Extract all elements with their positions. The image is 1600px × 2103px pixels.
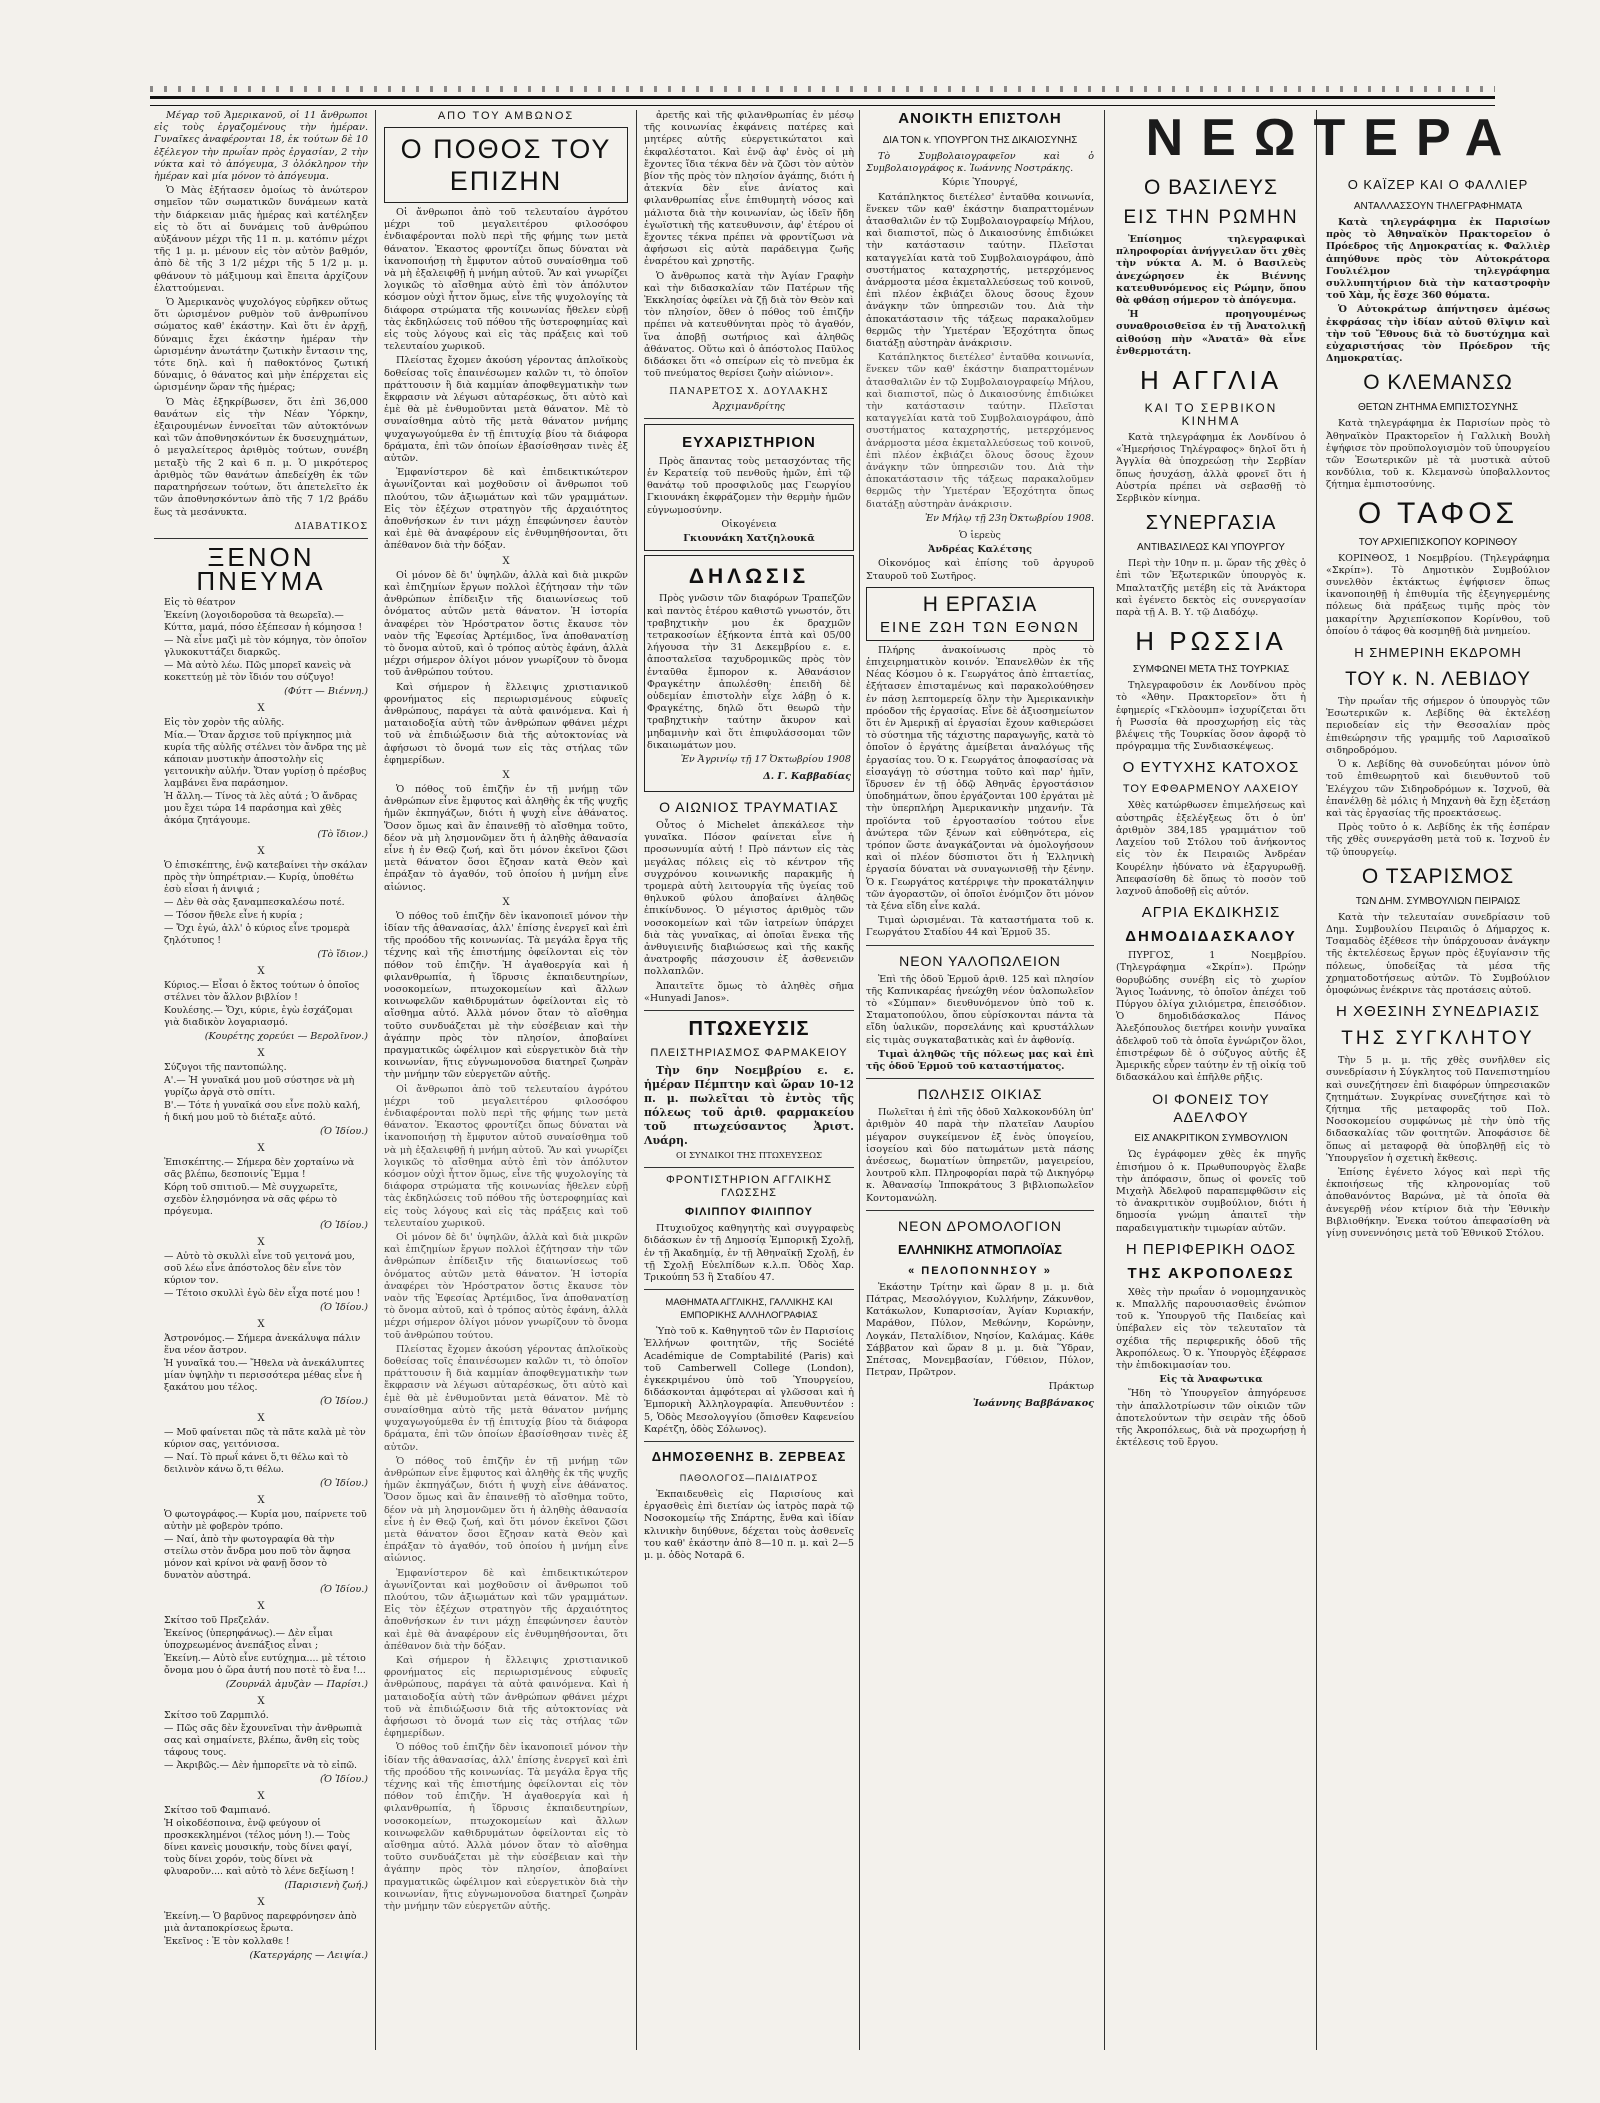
page-edge <box>150 86 1495 92</box>
article-paragraph: Ὁ πόθος τοῦ ἐπιζῆν δὲν ἱκανοποιεῖ μόνον τὴν ἰδίαν τῆς ἀθανασίας, ἀλλ' ἐπίσης ἐνεργεῖ καὶ ἐπὶ τῆς προόδου τῆς κοινωνίας. Τὰ μεγάλα ἔργα τῆς τέχνης καὶ τῆς ἐπιστήμης ὀφείλονται εἰς τὸν πόθον τοῦ ἐπιζῆν. Ἡ ἀγαθοεργία καὶ ἡ φιλανθρωπία, ἡ ἵδρυσις ἐκπαιδευτηρίων, νοσοκομείων, πτωχοκομείων καὶ ἄλλων κοινωφελῶν καθιδρυμάτων ὀφείλονται εἰς τὸ αἴσθημα αὐτό. Ἀλλὰ μόνον ὅταν τὸ αἴσθημα τοῦτο συνδυάζεται μὲ τὴν εὐσέβειαν καὶ τὴν ἀγάπην πρὸς τὸν πλησίον, ἀποβαίνει πραγματικῶς ὠφέλιμον καὶ εὐεργετικὸν διὰ τὴν κοινωνίαν, ἥτις εὐγνωμονοῦσα διατηρεῖ ζωηρὰν τὴν μνήμην τῶν εὐεργετῶν αὐτῆς. <box>384 910 628 1081</box>
article-paragraph: Τὸ Συμβολαιογραφεῖον καὶ ὁ Συμβολαιογράφος κ. Ἰωάννης Νοστράκης. <box>866 151 1094 175</box>
joke-source: (Κατεργάρης — Λειψία.) <box>249 1949 368 1961</box>
notice-date: Ἐν Ἀγρινίῳ τῇ 17 Ὀκτωβρίου 1908 <box>680 753 851 765</box>
article-headline: Η ΕΡΓΑΣΙΑ <box>922 592 1038 616</box>
joke-line: Εἰς τὸ θέατρον <box>164 596 236 608</box>
news-headline: Ο ΚΛΕΜΑΝΣΩ <box>1363 371 1513 395</box>
joke-source: (Παρισιενὴ ζωή.) <box>284 1879 368 1891</box>
news-subheadline: ΤΟΥ ΕΦΘΑΡΜΕΝΟΥ ΛΑΧΕΙΟΥ <box>1122 783 1300 796</box>
joke-source: (Ὁ Ἰδίου.) <box>320 1219 368 1231</box>
separator: X <box>502 896 510 908</box>
news-subheadline: ΘΕΤΩΝ ΖΗΤΗΜΑ ΕΜΠΙΣΤΟΣΥΝΗΣ <box>1357 402 1519 414</box>
separator: X <box>257 1695 265 1707</box>
news-subheadline: ΤΗΣ ΣΥΓΚΛΗΤΟΥ <box>1341 1028 1535 1050</box>
joke-line: Α'.— Ἡ γυναῖκά μου μοῦ σύστησε νὰ μὴ γυρίζω ἀργὰ στὸ σπίτι. <box>164 1074 355 1098</box>
joke-line: — Πῶς σᾶς δὲν ἔχουνεῖναι τὴν ἀνθρωπιὰ σας καὶ σημαίνετε, βλέπω, ἄνθη εἰς τοὺς τάφους τους. <box>164 1722 363 1758</box>
article-paragraph: Οἱ μόνον δὲ δι' ὑψηλῶν, ἀλλὰ καὶ διὰ μικρῶν καὶ ἐπιζημίων ἔργων πολλοὶ ἐζήτησαν τὴν τῶν ἀνθρώπων ἐπίδειξιν τῆς διαιωνίσεως τοῦ ὀνόματος αὐτῶν μετὰ θάνατον. Ἡ ἱστορία ἀναφέρει τὸν Ἡρόστρατον ὅστις ἔκαυσε τὸν ναὸν τῆς Ἐφεσίας Ἀρτέμιδος, ἵνα ἀποθανατίσῃ τὸ ὄνομα αὐτοῦ, καὶ ὁ τρόπος αὐτὸς ἐφάνη, ἀλλὰ μέχρι σήμερον ὀλίγοι μόνον γνωρίζουν τὸ ὄνομα τοῦ ἀνθρώπου τούτου. <box>384 569 628 679</box>
joke-line: Σύζυγοι τῆς παντοπώλης. <box>164 1061 287 1073</box>
separator: X <box>502 555 510 567</box>
ad-headline: ΠΩΛΗΣΙΣ ΟΙΚΙΑΣ <box>917 1086 1043 1103</box>
column-1 <box>150 110 372 2055</box>
article-paragraph: Καὶ σήμερον ἡ ἔλλειψις χριστιανικοῦ φρονήματος εἰς περιωρισμένους εὐφυεῖς ἀνθρώπους, παράγει τὰ αὐτὰ φαινόμενα. Καὶ ἡ ματαιοδοξία αὐτὴ τῶν ἀνθρώπων φθάνει μέχρι τοῦ νὰ ἐπιδιώξωσιν διὰ τῆς αὐτοκτονίας νὰ ἀφήσωσι τὸ ὄνομά των εἰς τὰς στήλας τῶν ἐφημερίδων. <box>384 1654 628 1740</box>
separator: X <box>257 1236 265 1248</box>
column-4 <box>862 110 1098 2055</box>
joke-line: Σκίτσο τοῦ Φαμπιανό. <box>164 1804 271 1816</box>
joke-line: Ἀστρονόμος.— Σήμερα ἀνεκάλυψα πάλιν ἕνα νέον ἄστρον. <box>164 1332 361 1356</box>
news-subheadline: ΕΙΣ ΤΗΝ ΡΩΜΗΝ <box>1123 207 1299 228</box>
news-subheadline: ΤΩΝ ΔΗΜ. ΣΥΜΒΟΥΛΙΩΝ ΠΕΙΡΑΙΩΣ <box>1355 895 1521 907</box>
article-paragraph: ἀρετῆς καὶ τῆς φιλανθρωπίας ἐν μέσῳ τῆς κοινωνίας ἐκφάνεις πατέρες καὶ μητέρες αὐτῆς εὐεργετικώτατοι καὶ ἐκφαλέστατοι. Καὶ ἐνῷ ἀφ' ἑνὸς οἱ μὴ ἔχοντες ἴδια τέκνα δὲν νὰ ζῶσι τὸν αὐτὸν βίον τῆς πρὸς τὸν πλησίον ἀγάπης, διότι ἡ ἀτεκνία δὲν εἶνε ἀνίατος καὶ φιλανθρωπίας εἶνε ἐπιθυμητὴ νόσος καὶ μάλιστα διὰ τὴν κοινωνίαν, ὡς ἰδεῖν ἤδη ἐγωϊστικὴ τῆς κατευθυνσιν, ἀφ' ἑτέρου οἱ ἔχοντες τέκνα πρέπει νὰ φροντίζωσι νὰ ἀφήσωσι εἰς αὐτὰ παράδειγμα ζωῆς ἐναρέτου καὶ χρηστῆς. <box>644 110 854 268</box>
divider <box>644 1010 854 1011</box>
article-signature: ΠΑΝΑΡΕΤΟΣ Χ. ΔΟΥΛΑΚΗΣ <box>669 386 829 398</box>
news-headline: Ο ΕΥΤΥΧΗΣ ΚΑΤΟΧΟΣ <box>1122 759 1300 777</box>
joke-source: (Ζουρνάλ ἀμυζὰν — Παρίσι.) <box>225 1678 368 1690</box>
joke-line: Ἐκείνη (λογοιδοροῦσα τὰ θεωρεῖα).— Κύττα, μαμά, πόσο ἐξέπεσαν ἡ κόμησσα ! <box>164 609 363 633</box>
article-paragraph: Οἱ μόνον δὲ δι' ὑψηλῶν, ἀλλὰ καὶ διὰ μικρῶν καὶ ἐπιζημίων ἔργων πολλοὶ ἐζήτησαν τὴν τῶν ἀνθρώπων ἐπίδειξιν τῆς διαιωνίσεως τοῦ ὀνόματος αὐτῶν μετὰ θάνατον. Ἡ ἱστορία ἀναφέρει τὸν Ἡρόστρατον ὅστις ἔκαυσε τὸν ναὸν τῆς Ἐφεσίας Ἀρτέμιδος, ἵνα ἀποθανατίσῃ τὸ ὄνομα αὐτοῦ, καὶ ὁ τρόπος αὐτὸς ἐφάνη, ἀλλὰ μέχρι σήμερον ὀλίγοι μόνον γνωρίζουν τὸ ὄνομα τοῦ ἀνθρώπου τούτου. <box>384 1232 628 1341</box>
joke-line: Β'.— Τότε ἡ γυναῖκά σου εἶνε πολὺ καλή, ἡ δική μου μοῦ τὸ διέταξε αὐτό. <box>164 1099 361 1123</box>
ad-headline: ΝΕΟΝ ΥΑΛΟΠΩΛΕΙΟΝ <box>899 952 1061 969</box>
article-headline: Ο ΑΙΩΝΙΟΣ ΤΡΑΥΜΑΤΙΑΣ <box>659 798 839 815</box>
joke-source: (Ὁ Ἰδίου.) <box>320 1583 368 1595</box>
notice-headline: ΔΗΛΩΣΙΣ <box>688 565 810 589</box>
joke-line: Ὁ φωτογράφος.— Κυρία μου, παίρνετε τοῦ αὐτὴν μὲ φοβερὸν τρόπο. <box>164 1508 367 1532</box>
joke-line: Μία.— Ὅταν ἄρχισε τοῦ πρίγκηπος μιὰ κυρία τῆς αὐλῆς στέλνει τὸν ἄνδρα της μὲ κάποιαν μυστικὴν ἀποστολὴν εἰς γειτονικὴν αὐλήν. Ὅταν γυρίσῃ ὁ πρέσβυς λαμβάνει ἕνα παράσημον. <box>164 729 367 789</box>
article-paragraph: Πλείστας ἔχομεν ἀκούση γέροντας ἀπλοϊκοὺς δοθείσας τοῖς ἐπαινέσωμεν καλῶν τι, τὸ ὁποῖον πράττουσιν ἢ διὰ καμμίαν ἀποφθεγματικὴν των ἔκφρασιν νὰ λέγωσι αὐταρέσκως, ὅτι αὐτὸ καὶ ἐμὲ θὰ μὲ ἐνθυμοῦνται μετὰ θάνατον. Μὲ τὸ συναίσθημα αὐτὸ τῆς μετὰ θάνατον μνήμης ψυχαγωγούμεθα ἐν τῇ ἐπιτυχίᾳ βίου τὰ διάφορα δράματα, ἐπὶ τῶν ὁποίων ἐβασίσθησαν τινὲς ἐξ αὐτῶν. <box>384 1343 628 1453</box>
ad-signature: Ἰωάννης Βαββάνακος <box>972 1398 1094 1410</box>
ad-text: Ἐπὶ τῆς ὁδοῦ Ἑρμοῦ ἀριθ. 125 καὶ πλησίον τῆς Καπνικαρέας ἠνεώχθη νέον ὑαλοπωλεῖον τὸ «Σύμπαν» διευθυνόμενον ὑπὸ τοῦ κ. Σταματοπούλου, ὅπου εὑρίσκονται πάντα τὰ εἴδη ὑαλικῶν, πορσελάνης καὶ κρυστάλλων εἰς τιμὰς συγκαταβατικὰς καὶ ἐν ἀφθονίᾳ. <box>866 973 1094 1046</box>
news-headline: ΑΓΡΙΑ ΕΚΔΙΚΗΣΙΣ <box>1141 904 1281 922</box>
news-paragraph: Ἐπίσημος τηλεγραφικαὶ πληροφορίαι ἀνήγγειλαν ὅτι χθὲς τὴν νύκτα Α. Μ. ὁ Βασιλεὺς ἀνεχώρησεν ἐκ Βιέννης κατευθυνόμενος εἰς Ρώμην, ὅπου θὰ φθάσῃ σήμερον τὸ ἀπόγευμα. <box>1116 234 1306 307</box>
separator: X <box>257 1142 265 1154</box>
news-paragraph: Χθὲς κατώρθωσεν ἐπιμελήσεως καὶ αὐστηρᾶς ἐξελέγξεως ὅτι ὁ ὑπ' ἀριθμὸν 384,185 γραμμάτιον τοῦ Λαχείου τοῦ Στόλου τοῦ ἀνήκοντος εἰς τὸν ἐκ Πειραιῶς Ἀνδρέαν Κουρέλην ἠδύνατο νὰ ἐξαργυρωθῇ. Ἀπεφασίσθη δὲ ὅπως τὸ ποσὸν τοῦ λαχνοῦ ἀποδοθῇ εἰς αὐτόν. <box>1116 800 1306 897</box>
joke-line: Ὁ ἐπισκέπτης, ἐνῷ κατεβαίνει τὴν σκάλαν πρὸς τὴν ὑπηρέτριαν.— Κυρίᾳ, ὑποθέτω ἐσὺ εἶσαι ἡ ἀνιψιά ; <box>164 859 368 895</box>
column-rule <box>1104 110 1105 2050</box>
divider <box>866 1078 1094 1079</box>
joke-line: — Δὲν θὰ σὰς ξαναμπεσκαλέσω ποτέ. <box>164 896 345 908</box>
salutation: Κύριε Ὑπουργέ, <box>942 177 1018 189</box>
news-subheadline: ΔΗΜΟΔΙΔΑΣΚΑΛΟΥ <box>1125 928 1297 946</box>
news-paragraph: Κατὰ τὴν τελευταίαν συνεδρίασιν τοῦ Δημ. Συμβουλίου Πειραιῶς ὁ Δήμαρχος κ. Τσαμαδὸς ἐξέθεσε τὴν ὑπάρχουσαν ἀνάγκην τῆς ἐκτελέσεως ἔργων πρὸς ἐξυγίανσιν τῆς πόλεως, ὑποδείξας τὰ μέσα τῆς χρηματοδοτήσεως αὐτῶν. Τὸ Συμβούλιον ὁμοφώνως ἐνέκρινε τὰς προτάσεις αὐτοῦ. <box>1326 911 1550 996</box>
joke-source: (Ὁ Ἰδίου.) <box>320 1125 368 1137</box>
news-paragraph: Χθὲς τὴν πρωΐαν ὁ νομομηχανικὸς κ. Μπαλλῆς παρουσιασθεὶς ἐνώπιον τοῦ κ. Ὑπουργοῦ τῆς Παιδείας καὶ ὑπέβαλεν εἰς τὸν τελευταῖον τὰ σχέδια τῆς περιφερικῆς ὁδοῦ τῆς Ἀκροπόλεως. Ὁ κ. Ὑπουργὸς ἐξέφρασε τὴν ἐπιδοκιμασίαν του. <box>1116 1286 1306 1371</box>
ad-text: Ὑπὸ τοῦ κ. Καθηγητοῦ τῶν ἐν Παρισίοις Ἑλλήνων φοιτητῶν, τῆς Société Académique de Comptabilité (Paris) καὶ τοῦ Camberwell College (London), ἐγκεκριμένου ὑπὸ τοῦ Ὑπουργείου, διδάσκονται ἀμφότεραι αἱ γλῶσσαι καὶ ἡ Ἐμπορικὴ Ἀλληλογραφία. Ἀπευθυντέον : 5, Ὁδὸς Μεσολογγίου (ὄπισθεν Καφενείου Καρέτζη, ὁδὸς Σόλωνος). <box>644 1326 854 1435</box>
article-paragraph: Οἱ ἄνθρωποι ἀπὸ τοῦ τελευταίου ἀγρότου μέχρι τοῦ μεγαλειτέρου φιλοσόφου ἐνδιαφέρονται πολὺ περὶ τῆς φήμης των μετὰ θάνατον. Ἐκαστος φροντίζει ὅπως δύναται νὰ ἱκανοποιήσῃ τὴ ἔμφυτον αὐτοῦ συναίσθημα τοῦ νὰ μὴ ἐξαλειφθῇ ἡ μνήμη αὐτοῦ. Ἂν καὶ γνωρίζει λογικῶς τὸ αἴσθημα αὐτὸ ἐπὶ τὸν ἀπόλυτον κόσμον οὐχὶ ἧττον ὅμως, εἶνε τῆς ψυχολογίης τὰ διάφορα στρώματα τῆς κοινωνίας ἤθελεν εὑρῇ τὰς ἐκδηλώσεις τοῦ πόθου τῆς ὑστεροφημίας καὶ εἰς τοὺς λόγους καὶ εἰς τὰς πράξεις καὶ τοῦ τελευταίου χωρικοῦ. <box>384 1083 628 1229</box>
column-2 <box>380 110 632 2055</box>
joke-line: Κύριος.— Εἶσαι ὁ ἔκτος τούτων ὁ ὁποῖος στέλνει τὸν ἄλλον βιβλίον ! <box>164 979 360 1003</box>
article-paragraph: Μέγαρ τοῦ Ἀμερικανοῦ, οἱ 11 ἄνθρωποι εἰς τοὺς ἐργαζομένους τὴν ἡμέραν. Γυναῖκες ἀναφέρονται 18, ἐκ τούτων δὲ 10 ἐξέλεγον τὴν πρωΐαν πρὸς ἐργασίαν, 2 τὴν νύκτα καὶ τὸ ἀπόγευμα, 3 ὁλόκληρον τὴν ἡμέραν καὶ μία μόνον τὸ ἀπόγευμα. <box>154 110 368 183</box>
joke-source: (Ὁ Ἰδίου.) <box>320 1301 368 1313</box>
joke-line: Σκίτσο τοῦ Πρεζελάν. <box>164 1614 270 1626</box>
separator: X <box>257 1600 265 1612</box>
headline-box <box>384 127 628 203</box>
article-subheadline: ΔΙΑ ΤΟΝ κ. ΥΠΟΥΡΓΟΝ ΤΗΣ ΔΙΚΑΙΟΣΥΝΗΣ <box>882 135 1078 146</box>
article-paragraph: Ἐμφανίστερον δὲ καὶ ἐπιδεικτικώτερον ἀγωνίζονται καὶ μοχθοῦσιν οἱ ἄνθρωποι τοῦ πλούτου, τῶν ἀξιωμάτων καὶ τῶν γραμμάτων. Εἰς τὸν ἐξέχων στρατηγὸν τῆς ἀρχαιότητος ἀποθνήσκων ἐν τινι μάχῃ ἐπεφώνησεν ἑαυτὸν καὶ ἐμὲ θὰ ἀναφέρουν εἰς ἐνθυμηθήσονται, ὅτι ἀπέθανον διὰ τὴν δόξαν. <box>384 1567 628 1652</box>
ad-headline: ΠΤΩΧΕΥΣΙΣ <box>688 1017 810 1040</box>
article-subheadline: ΕΙΝΕ ΖΩΗ ΤΩΝ ΕΘΝΩΝ <box>880 618 1080 636</box>
news-headline: Η ΣΗΜΕΡΙΝΗ ΕΚΔΡΟΜΗ <box>1354 645 1522 661</box>
column-rule <box>859 110 860 2050</box>
ad-headline: ΦΡΟΝΤΙΣΤΗΡΙΟΝ ΑΓΓΛΙΚΗΣ ΓΛΩΣΣΗΣ <box>665 1174 833 1200</box>
ad-subheadline: ΠΑΘΟΛΟΓΟΣ—ΠΑΙΔΙΑΤΡΟΣ <box>679 1473 819 1484</box>
joke-source: (Κουρέτης χορεύει — Βερολῖνον.) <box>204 1030 368 1042</box>
joke-source: (Τὸ ἴδιον.) <box>317 828 368 840</box>
article-paragraph: Οἱ ἄνθρωποι ἀπὸ τοῦ τελευταίου ἀγρότου μέχρι τοῦ μεγαλειτέρου φιλοσόφου ἐνδιαφέρονται πολὺ περὶ τῆς φήμης των μετὰ θάνατον. Ἐκαστος φροντίζει ὅπως δύναται νὰ ἱκανοποιήσῃ τὴ ἔμφυτον αὐτοῦ συναίσθημα τοῦ νὰ μὴ ἐξαλειφθῇ ἡ μνήμη αὐτοῦ. Ἂν καὶ γνωρίζει λογικῶς τὸ αἴσθημα αὐτὸ ἐπὶ τὸν ἀπόλυτον κόσμον οὐχὶ ἧττον ὅμως, εἶνε τῆς ψυχολογίης τὰ διάφορα στρώματα τῆς κοινωνίας ἤθελεν εὑρῇ τὰς ἐκδηλώσεις τοῦ πόθου τῆς ὑστεροφημίας καὶ εἰς τοὺς λόγους καὶ εἰς τὰς πράξεις καὶ τοῦ τελευταίου χωρικοῦ. <box>384 207 628 353</box>
ad-subheadline: ΦΙΛΙΠΠΟΥ ΦΙΛΙΠΠΟΥ <box>685 1206 813 1219</box>
separator: X <box>257 1896 265 1908</box>
article-paragraph: Καὶ σήμερον ἡ ἔλλειψις χριστιανικοῦ φρονήματος εἰς περιωρισμένους εὐφυεῖς ἀνθρώπους, παράγει τὰ αὐτὰ φαινόμενα. Καὶ ἡ ματαιοδοξία αὐτὴ τῶν ἀνθρώπων φθάνει μέχρι τοῦ νὰ ἐπιδιώξωσιν διὰ τῆς αὐτοκτονίας νὰ ἀφήσωσι τὸ ὄνομά των εἰς τὰς στήλας τῶν ἐφημερίδων. <box>384 681 628 766</box>
column-rule <box>1316 110 1317 2050</box>
separator: X <box>257 1494 265 1506</box>
letter-date: Ἐν Μήλῳ τῇ 23η Ὀκτωβρίου 1908. <box>924 512 1094 524</box>
divider <box>644 418 854 419</box>
joke-line: Ἡ οἰκοδέσποινα, ἐνῷ φεύγουν οἱ προσκεκλημένοι (τέλος μόνη !).— Τοὺς δίνει κανεὶς μουσικήν, τοὺς δίνει φαγί, τοὺς δίνει χορόν, τοὺς δίνει νὰ φλυαροῦν.... καὶ αὐτὸ τὸ λένε δεξίωση ! <box>164 1817 355 1877</box>
top-rule <box>150 96 1495 106</box>
article-paragraph: Οὗτος ὁ Michelet ἀπεκάλεσε τὴν γυναῖκα. Πόσον φαίνεται εἶνε ἡ προσωνυμία αὐτή ! Πρὸ πάντων εἰς τὰς μεγάλας πόλεις εἰς τὸ κέντρον τῆς συγχρόνου κοινωνικῆς παρακμῆς ἡ τρομερὰ αὐτὴ λειτουργία τῆς ὑγείας τοῦ θηλυκοῦ φύλου ἀποβαίνει ἀληθῶς ἐπικίνδυνος. Ὁ μέγιστος ἀριθμὸς τῶν νοσοκομείων καὶ τῶν ἰατρείων ὑπάρχει διὰ τὰς γυναῖκας, αἱ ὁποῖαι ἕνεκα τῆς ἀνθυγιεινῆς διαβιώσεως καὶ τῆς κακῆς ἀνατροφῆς πάσχουσιν ἐξ ἀσθενειῶν πολλαπλῶν. <box>644 819 854 978</box>
divider <box>644 1441 854 1442</box>
news-headline: ΣΥΝΕΡΓΑΣΙΑ <box>1145 512 1277 535</box>
notice-box <box>644 555 854 792</box>
signature-title: Ἀρχιμανδρίτης <box>712 400 786 412</box>
joke-line: Ἐκείνη.— Αὐτὸ εἶνε ευτύχημα.... μὲ τέτοιο ὄνομα μου ὁ ὥρα ἀυτή που ποτὲ τὸ ἔνα !... <box>164 1652 366 1676</box>
news-paragraph: Κατὰ τηλεγράφημα ἐκ Λονδίνου ὁ «Ἡμερήσιος Τηλέγραφος» δηλοῖ ὅτι ἡ Ἀγγλία θὰ ὑποχρεώσῃ τὴν Σερβίαν ὅπως ἡσυχάσῃ, ἀλλὰ φρονεῖ ὅτι ἡ Αὐστρία πρέπει νὰ σεβασθῇ τὸ Σερβικὸν κίνημα. <box>1116 432 1306 505</box>
separator: X <box>257 1412 265 1424</box>
ad-subheadline: ΠΛΕΙΣΤΗΡΙΑΣΜΟΣ ΦΑΡΜΑΚΕΙΟΥ <box>650 1046 848 1059</box>
news-headline: Η ΡΩΣΣΙΑ <box>1135 626 1287 657</box>
divider <box>644 1167 854 1168</box>
section-headline: ΞΕΝΟΝ ΠΝΕΥΜΑ <box>196 541 326 596</box>
article-paragraph: Ἐμφανίστερον δὲ καὶ ἐπιδεικτικώτερον ἀγωνίζονται καὶ μοχθοῦσιν οἱ ἄνθρωποι τοῦ πλούτου, τῶν ἀξιωμάτων καὶ τῶν γραμμάτων. Εἰς τὸν ἐξέχων στρατηγὸν τῆς ἀρχαιότητος ἀποθνήσκων ἐν τινι μάχῃ ἐπεφώνησεν ἑαυτὸν καὶ ἐμὲ θὰ ἀναφέρουν εἰς ἐνθυμηθήσονται, ὅτι ἀπέθανον διὰ τὴν δόξαν. <box>384 467 628 552</box>
ad-text: Τὴν 6ην Νοεμβρίου ε. ε. ἡμέραν Πέμπτην καὶ ὥραν 10-12 π. μ. πωλεῖται τὸ ἐντὸς τῆς πόλεως τοῦ ἀριθ. φαρμακείου τοῦ πτωχεύσαντος Ἀριστ. Λυάρη. <box>644 1063 854 1147</box>
joke-line: Εἰς τὸν χορὸν τῆς αὐλῆς. <box>164 716 285 728</box>
column-rule <box>375 110 376 2050</box>
article-paragraph: Ὁ ἄνθρωπος κατὰ τὴν Ἁγίαν Γραφὴν καὶ τὴν διδασκαλίαν τῶν Πατέρων τῆς Ἐκκλησίας ὀφείλει νὰ ζῇ διὰ τὸν Θεὸν καὶ τὸν πλησίον, ὅθεν ὁ πόθος τοῦ ἐπιζῆν πρέπει νὰ κατευθύνηται πρὸς τὸ ἀγαθόν, ἵνα ἀποβῇ σωτήριος καὶ ἀληθῶς ἀθάνατος. Οὕτω καὶ ὁ ἀπόστολος Παῦλος διδάσκει ὅτι «ὁ σπείρων εἰς τὸ πνεῦμα ἐκ τοῦ πνεύματος θερίσει ζωὴν αἰώνιον». <box>644 270 854 380</box>
article-paragraph: Κατάπληκτος διετέλεσ' ἐνταῦθα κοινωνία, ἕνεκεν τῶν καθ' ἑκάστην διαπραττομένων ἀτασθαλιῶν ἐν τῷ Συμβολαιογραφείῳ Μήλου, καὶ διαπιστοῖ, πὼς ὁ Δικαιοσύνης ἐπιδιώκει τὴν κατάστασιν ταύτην. Πλεῖσται καταγγελίαι κατὰ τοῦ Συμβολαιογράφου, ἀπὸ συστήματος καταχρηστής, μετερχόμενος ἀνάρμοστα μέσα ἐκμεταλλεύσεως τοῦ κοινοῦ, ἐπὶ πλέον ἐκβιάζει ὅλους ὅσους ἔχουν ἀνάγκην τῶν ὑπηρεσιῶν του. Διὰ τὴν ἀποκατάστασιν τῆς τάξεως παρακαλοῦμεν θερμῶς τὴν Ὑμετέραν Ἐξοχότητα ὅπως διατάξῃ αὐστηρὰν ἀνάκρισιν. <box>866 191 1094 350</box>
joke-line: Κόρη τοῦ σπιτιοῦ.— Μὲ συγχωρεῖτε, σχεδὸν ἐλησμόνησα νὰ σᾶς φέρω τὸ πρόγευμα. <box>164 1181 338 1217</box>
joke-line: Ἡ ἄλλη.— Τίνος τὰ λὲς αὐτά ; Ὁ ἄνδρας μου ἔχει τώρα 14 παράσημα καὶ χθὲς ἀκόμα ζητάγουμε. <box>164 790 358 826</box>
joke-line: Σκίτσο τοῦ Ζαρμπιλό. <box>164 1709 269 1721</box>
joke-source: (Ὁ Ἰδίου.) <box>320 1773 368 1785</box>
news-subheadline: ΑΝΤΑΛΛΑΣΣΟΥΝ ΤΗΛΕΓΡΑΦΗΜΑΤΑ <box>1353 201 1523 212</box>
news-paragraph: Ὡς ἐγράφομεν χθὲς ἐκ πηγῆς ἐπισήμου ὁ κ. Πρωθυπουργὸς ἔλαβε τὴν ἀπόφασιν, ὅπως οἱ φονεῖς τοῦ Μιχαὴλ Ἀδελφοῦ παραπεμφθῶσιν εἰς τὸ ἀνακριτικὸν συμβούλιον, διότι ἡ δημοσία γνώμη ἀπαιτεῖ τὴν παραδειγματικὴν τιμωρίαν αὐτῶν. <box>1116 1149 1306 1234</box>
joke-source: (Τὸ ἴδιον.) <box>317 948 368 960</box>
news-paragraph: Τὴν πρωΐαν τῆς σήμερον ὁ ὑπουργὸς τῶν Ἐσωτερικῶν κ. Λεβίδης θὰ ἐκτελέσῃ περιοδείαν εἰς τὴν Θεσσαλίαν πρὸς ἐπιθεώρησιν τῆς γραμμῆς τοῦ Λαρισαϊκοῦ σιδηροδρόμου. <box>1326 696 1550 756</box>
ad-text: Πωλεῖται ἡ ἐπὶ τῆς ὁδοῦ Χαλκοκονδύλη ὑπ' ἀριθμὸν 40 παρὰ τὴν πλατεῖαν Λαυρίου μέγαρον συγκείμενον ἐξ ἑνὸς ὑπογείου, ἰσογείου καὶ δύο πατωμάτων μετὰ πάσης ἀνέσεως, δωματίων ὑπηρετῶν, μαγειρείου, λουτροῦ κλπ. Πληροφορίαι παρὰ τῷ Δικηγόρῳ κ. Ἀθανασίῳ Ἱπποκράτους 3 βιβλιοπωλεῖον Κοντομανώλη. <box>866 1107 1094 1204</box>
notice-signature: Γκιουνάκη Χατζηλουκᾶ <box>683 533 815 545</box>
joke-line: — Τέτοιο σκυλλὶ ἐγὼ δὲν εἶχα ποτέ μου ! <box>164 1287 361 1299</box>
letter-signature: Ὁ ἱερεὺς <box>959 529 1001 541</box>
news-subheadline: ΤΟΥ κ. Ν. ΛΕΒΙΔΟΥ <box>1345 669 1531 691</box>
news-subheadline: ΣΥΜΦΩΝΕΙ ΜΕΤΑ ΤΗΣ ΤΟΥΡΚΙΑΣ <box>1132 664 1290 676</box>
headline-box <box>866 587 1094 641</box>
news-subheadline: ΤΗΣ ΑΚΡΟΠΟΛΕΩΣ <box>1127 1264 1295 1282</box>
joke-line: Κουλέσης.— Ὄχι, κύριε, ἐγὼ ἐσχάζομαι γιὰ διαδικὸν λογαριασμό. <box>164 1004 353 1028</box>
news-paragraph: ΚΟΡΙΝΘΟΣ, 1 Νοεμβρίου. (Τηλεγράφημα «Σκρίπ»). Τὸ Δημοτικὸν Συμβούλιον συνελθὸν ἐκτάκτως ἐψήφισεν ὅπως ἱκανοποιηθῇ ἡ ἐπιθυμία τῆς ἐξεγηγερμένης πόλεως διὰ πράξεως τιμῆς πρὸς τὸν μακαρίτην Ἀρχιεπίσκοπον Κορίνθου, τοῦ ὁποίου ὁ τάφος θὰ κοσμηθῇ διὰ μνημείου. <box>1326 552 1550 637</box>
news-headline: ΟΙ ΦΟΝΕΙΣ ΤΟΥ ΑΔΕΛΦΟΥ <box>1152 1091 1270 1126</box>
news-headline: Ο ΚΑΪΖΕΡ ΚΑΙ Ο ΦΑΛΛΙΕΡ <box>1347 177 1529 192</box>
joke-line: — Ἀκριβῶς.— Δὲν ἠμπορεῖτε νὰ τὸ εἰπῶ. <box>164 1759 358 1771</box>
divider <box>866 1210 1094 1211</box>
news-paragraph: Ὁ κ. Λεβίδης θὰ συνοδεύηται μόνον ὑπὸ τοῦ ἐπιθεωρητοῦ καὶ διευθυντοῦ τοῦ Ἐλέγχου τῶν Σιδηροδρόμων κ. Ἰσχνοῦ, θὰ ἐπανέλθῃ δὲ μόλις ἡ Μηχανὴ θὰ ἔχῃ ἐξετάσῃ καὶ τὰς ἐργασίας τῆς προεκτάσεως. <box>1326 759 1550 819</box>
joke-source: (Ὁ Ἰδίου.) <box>320 1395 368 1407</box>
joke-line: Ἡ γυναῖκά του.— Ἤθελα νὰ ἀνεκάλυπτες μίαν ὑψηλὴν τι περισσότερα μέθας εἶνε ἡ ξακάτου μου τέλος. <box>164 1357 365 1393</box>
news-masthead-wrap <box>1112 110 1554 170</box>
ad-text: Πτυχιοῦχος καθηγητὴς καὶ συγγραφεὺς διδάσκων ἐν τῇ Δημοσίᾳ Ἐμπορικῇ Σχολῇ, ἐν τῇ Ἀκαδημίᾳ, ἐν τῇ Ἀθηναϊκῇ Σχολῇ, ἐν τῇ Σχολῇ Εὐελπίδων κ.λ.π. Ὁδὸς Χαρ. Τρικούπη 53 ἢ Σταδίου 47. <box>644 1223 854 1283</box>
ad-headline: ΔΗΜΟΣΘΕΝΗΣ Β. ΖΕΡΒΕΑΣ <box>651 1449 847 1465</box>
letter-signature: Ἀνδρέας Καλέτσης <box>928 544 1032 556</box>
news-paragraph: Ἐπίσης ἐγένετο λόγος καὶ περὶ τῆς ἐκποιήσεως τῆς κληρονομίας τοῦ ἀποθανόντος Βαρώνα, μὲ τὰ ὁποῖα θὰ ἀνεγερθῇ νέον κτίριον διὰ τὴν Ἐθνικὴν Βιβλιοθήκην. Ἐνεκα τούτου ἀπεφασίσθη νὰ γίνῃ συνεννόησις μετὰ τοῦ Ἐθνικοῦ Στόλου. <box>1326 1166 1550 1239</box>
separator: X <box>257 965 265 977</box>
news-subheadline: ΑΝΤΙΒΑΣΙΛΕΩΣ ΚΑΙ ΥΠΟΥΡΓΟΥ <box>1137 542 1285 554</box>
divider <box>154 538 368 539</box>
article-headline: Ο ΠΟΘΟΣ ΤΟΥ ΕΠΙΖΗΝ <box>400 134 612 196</box>
article-paragraph: Ὁ Μὰς ἐξηκρίβωσεν, ὅτι ἐπὶ 36,000 θανάτων εἰς τὴν Νέαν Ὑόρκην, ἐξαιρουμένων ἐννοεῖται τῶν αὐτοκτόνων καὶ τῶν ἀποθνησκόντων ἐκ δυσευχημάτων, ὁ μεγαλείτερος ἀριθμὸς τούτων, συνέβη μεταξὺ τῆς 2 καὶ 6 π. μ. Ὁ μικρότερος ἀριθμὸς τῶν θανάτων ἀπεδείχθη ἐκ τῶν παρατηρήσεων τούτων, ὅτι ἀπετελεῖτο ἐκ τῶν ἀποθνησκόντων ἀπὸ τῆς 7 1/2 βράδυ ἕως τὰ μεσάνυκτα. <box>154 396 368 518</box>
joke-line: — Αὐτὸ τὸ σκυλλὶ εἶνε τοῦ γειτονά μου, σοῦ λέω εἶνε ἀπόστολος δὲν εἶνε τὸν κύριον τον. <box>164 1250 355 1286</box>
ad-text: Ἐκπαιδευθεὶς εἰς Παρισίους καὶ ἐργασθεὶς ἐπὶ διετίαν ὡς ἰατρὸς παρὰ τῷ Νοσοκομείῳ τῆς Σπάρτης, ἔνθα καὶ ἰδίαν κλινικὴν διηύθυνε, δέχεται τοὺς ἀσθενεῖς του καθ' ἑκάστην ἀπὸ 8—10 π. μ. καὶ 2—5 μ. μ. ὁδὸς Νοταρᾶ 6. <box>644 1489 854 1562</box>
news-paragraph: Ὁ Αὐτοκράτωρ ἀπήντησεν ἀμέσως ἐκφράσας τὴν ἰδίαν αὐτοῦ θλῖψιν καὶ τὴν τοῦ Ἔθνους διὰ τὸ δυστύχημα καὶ εὐχαριστήσας τὸν Πρόεδρον τῆς Δημοκρατίας. <box>1326 304 1550 365</box>
joke-line: — Μὰ αὐτὸ λέω. Πῶς μπορεῖ κανεὶς νὰ κοκεττεύῃ μὲ τὸν ἴδιόν του σύζυγο! <box>164 659 352 683</box>
news-masthead: ΝΕΩΤΕΡΑ <box>1145 109 1521 167</box>
article-paragraph: Πλήρης ἀνακοίνωσις πρὸς τὸ ἐπιχειρηματικὸν κοινόν. Ἐπανελθὼν ἐκ τῆς Νέας Κόσμου ὁ κ. Γεωργάτος ἀπὸ ἐπταετίας, ἐξήτασεν ἐπισταμένως καὶ παρακολούθησεν ἐν πάσῃ λεπτομερείᾳ ὅλην τὴν Ἀμερικανικὴν πρόοδον τῆς ἐργασίας. Εἶνε δὲ ἀξιοσημείωτον ὅτι ἐν Ἀμερικῇ αἱ ἐργασίαι ἔχουν καθιερώσει τὸ σύστημα τῆς τάχιστης παραγωγῆς, κατὰ τὸ ὁποῖον ὁ ἐργάτης ἀμείβεται ἀναλόγως τῆς ἐργασίας του. Ὁ κ. Γεωργάτος ἀποφασίσας νὰ εἰσαγάγῃ τὸ σύστημα τοῦτο καὶ παρ' ἡμῖν, ἵδρυσεν ἐν τῇ ὁδῷ Ἀθηνᾶς ἐργοστάσιον ὑποδημάτων, ὅπου ἐργάζονται 100 ἐργάται μὲ τὴν ὑπερπλήρη Ἀμερικανικὴν μηχανήν. Τὰ προϊόντα τοῦ ἐργοστασίου τούτου εἶνε ἀνώτερα τῶν ξένων καὶ εὐθηνότερα, εἰς τρόπον ὥστε ἀναγκάζονται νὰ ὁμολογήσουν καὶ οἱ πλέον δύσπιστοι ὅτι ἡ Ἑλληνικὴ ἐργασία δύναται νὰ συναγωνισθῇ τὴν ξένην. Ὁ κ. Γεωργάτος κατέρριψε τὴν προκατάληψιν τῶν ἀγοραστῶν, οἱ ὁποῖοι ἐνόμιζον ὅτι μόνον τὰ ξένα εἴδη εἶνε καλά. <box>866 644 1094 912</box>
notice-signature: Δ. Γ. Καββαδίας <box>763 770 851 782</box>
joke-line: — Νὰ εἶνε μαζὶ μὲ τὸν κόμηγα, τὸν ὁποῖον γλυκοκυττάζει διαρκῶς. <box>164 634 367 658</box>
news-subheadline: ΤΟΥ ΑΡΧΙΕΠΙΣΚΟΠΟΥ ΚΟΡΙΝΘΟΥ <box>1358 536 1518 548</box>
news-paragraph: Τὴν 5 μ. μ. τῆς χθὲς συνῆλθεν εἰς συνεδρίασιν ἡ Σύγκλητος τοῦ Πανεπιστημίου καὶ συνεζήτησεν ἐπὶ διαφόρων ὑπηρεσιακῶν ζητημάτων. Συγκρίνας συνεζήτησε καὶ τὸ ζήτημα τῆς μεταφορᾶς τοῦ Πολ. Νοσοκομείου συμφώνως μὲ τὴν ὑπὸ τῆς διδασκαλίας τῶν φοιτητῶν. Ἀποφάσισε δὲ ὅπως αἱ μεταφορᾷ θὰ ὑποβληθῇ εἰς τὸ Ὑπουργεῖον ἡ σχετικὴ ἔκθεσις. <box>1326 1055 1550 1164</box>
column-6 <box>1322 176 1554 2054</box>
divider <box>866 945 1094 946</box>
article-paragraph: Ὁ Μὰς ἐξήτασεν ὁμοίως τὸ ἀνώτερον σημεῖον τῶν σωματικῶν δυνάμεων κατὰ τὴν διάρκειαν μιᾶς ἡμέρας καὶ κατέληξεν εἰς τὸ ὅτι αἱ δυνάμεις τοῦ ἀνθρώπου αὐξάνουν μέχρι τῆς 11 π. μ. κατόπιν μέχρι τῆς 1 μ. μ. μένουν εἰς τὸν αὐτὸν βαθμόν, ἀπὸ δὲ τῆς 3 1/2 μέχρι τῆς 5 1/2 μ. μ. φθάνουν τὸ μάξιμουμ καὶ ἔπειτα ἀρχίζουν ἐλαττούμεναι. <box>154 185 368 294</box>
article-paragraph: Πλείστας ἔχομεν ἀκούση γέροντας ἀπλοϊκοὺς δοθείσας τοῖς ἐπαινέσωμεν καλῶν τι, τὸ ὁποῖον πράττουσιν ἢ διὰ καμμίαν ἀποφθεγματικὴν των ἔκφρασιν νὰ λέγωσι αὐταρέσκως, ὅτι αὐτὸ καὶ ἐμὲ θὰ μὲ ἐνθυμοῦνται μετὰ θάνατον. Μὲ τὸ συναίσθημα αὐτὸ τῆς μετὰ θάνατον μνήμης ψυχαγωγούμεθα ἐν τῇ ἐπιτυχίᾳ βίου τὰ διάφορα δράματα, ἐπὶ τῶν ὁποίων ἐβασίσθησαν τινὲς ἐξ αὐτῶν. <box>384 355 628 465</box>
separator: X <box>257 702 265 714</box>
joke-source: (Ὁ Ἰδίου.) <box>320 1477 368 1489</box>
news-headline: Η ΑΓΓΛΙΑ <box>1139 365 1283 396</box>
ad-text: Ἑκάστην Τρίτην καὶ ὥραν 8 μ. μ. διὰ Πάτρας, Μεσολόγγιον, Κυλλήνην, Ζάκυνθον, Κατάκωλον, Κυπαρισσίαν, Ἁγίαν Κυριακήν, Μαράθον, Πύλον, Μεθώνην, Κορώνην, Λογκάν, Πεταλίδιον, Νησίον, Καλάμας. Κάθε Σάββατον καὶ ὥραν 8 μ. μ. διὰ Ὕδραν, Σπέτσας, Μονεμβασίαν, Γύθειον, Πύλον, Πετραν, Πρῶτρον. <box>866 1281 1094 1379</box>
separator: X <box>257 1047 265 1059</box>
joke-line: — Ὄχι ἐγώ, ἀλλ' ὁ κύριος εἶνε τρομερὰ ζηλότυπος ! <box>164 922 350 946</box>
joke-line: — Μοῦ φαίνεται πῶς τὰ πᾶτε καλὰ μὲ τὸν κύριον σας, γειτόνισσα. <box>164 1426 366 1450</box>
article-paragraph: Ὁ πόθος τοῦ ἐπιζῆν ἐν τῇ μνήμῃ τῶν ἀνθρώπων εἶνε ἔμφυτος καὶ ἀληθὴς ἐκ τῆς ψυχῆς ἡμῶν ἐκπηγάζων, διότι ἡ ψυχὴ εἶνε ἀθάνατος. Ὅσον ὅμως καὶ ἂν ἐπαινεθῇ τὸ αἴσθημα τοῦτο, δέον νὰ μὴ λησμονῶμεν ὅτι ἡ ἀληθὴς ἀθανασία εἶνε ἡ ἐν Θεῷ ζωή, καὶ ὅτι μόνον ἐκεῖνοι ζῶσι μετὰ θάνατον ὅσοι ἔζησαν κατὰ Θεὸν καὶ ἐπράξαν τὸ ἀγαθόν, τοῦ ὁποίου ἡ μνήμη εἶνε αἰώνιος. <box>384 783 628 893</box>
news-paragraph: ΠΥΡΓΟΣ, 1 Νοεμβρίου. (Τηλεγράφημα «Σκρίπ»). Πρώῃν θορυβώδης συνέβη εἰς τὸ χωρίον Ἅγιος Ἰωάννης, τὸ ὁποῖον ἀπέχει τοῦ Πύργου ὀλίγα χιλιόμετρα, ἐπεισόδιον. Ὁ δημοδιδάσκαλος Πάνος Ἀλεξόπουλος διετήρει κοινὴν γυναῖκα ἀδελφοῦ τοῦ τὰ ὁποῖα ἐγνώριζον ὅλοι, ἐπιστρέφων δὲ ὁ σύζυγος αὐτῆς ἐξ Ἀμερικῆς εὗρεν ταύτην ἐν τῇ οἰκίᾳ τοῦ διδασκάλου καὶ ἐπῆλθε ρῆξις. <box>1116 950 1306 1084</box>
ad-subheadline: ΕΛΛΗΝΙΚΗΣ ΑΤΜΟΠΛΟΪΑΣ <box>898 1241 1062 1257</box>
news-headline: Η ΧΘΕΣΙΝΗ ΣΥΝΕΔΡΙΑΣΙΣ <box>1336 1003 1540 1021</box>
section-kicker: ΑΠΟ ΤΟΥ ΑΜΒΩΝΟΣ <box>437 110 575 122</box>
notice-headline: ΕΥΧΑΡΙΣΤΗΡΙΟΝ <box>682 433 816 451</box>
news-subheadline: ΕΙΣ ΑΝΑΚΡΙΤΙΚΟΝ ΣΥΜΒΟΥΛΙΟΝ <box>1134 1133 1288 1145</box>
joke-line: Ἐκείνος (ὑπερηφάνως).— Δὲν εἶμαι ὑποχρεωμένος ἀνεπάξιος εἶναι ; <box>164 1627 334 1651</box>
news-paragraph: Τηλεγραφοῦσιν ἐκ Λονδίνου πρὸς τὸ «Ἀθην. Πρακτορεῖον» ὅτι ἡ ἐφημερίς «Γκλὸουμπ» ἰσχυρίζεται ὅτι ἡ Ρωσσία θὰ προσχωρήσῃ εἰς τὰς βλέψεις τῆς Τουρκίας ὅσον ἀφορᾷ τὸ πρόγραμμα τῆς Συνδιασκέψεως. <box>1116 680 1306 753</box>
news-paragraph: Κατὰ τηλεγράφημα ἐκ Παρισίων πρὸς τὸ Ἀθηναϊκὸν Πρακτορεῖον ὁ Πρόεδρος τῆς Δημοκρατίας κ. Φαλλιὲρ ἀπηύθυνε πρὸς τὸν Αὐτοκράτορα Γουλιέλμον τηλεγράφημα συλλυπητήριον διὰ τὴν καταστροφὴν τοῦ Χὰμ, ἧς ἔσχε 360 θύματα. <box>1326 217 1550 302</box>
separator: X <box>502 769 510 781</box>
column-3 <box>640 110 858 2055</box>
notice-box <box>644 424 854 551</box>
separator: X <box>257 845 265 857</box>
news-paragraph: Περὶ τὴν 10ην π. μ. ὥραν τῆς χθὲς ὁ ἐπὶ τῶν Ἐξωτερικῶν ὑπουργὸς κ. Μπαλτατζῆς μετέβη εἰς τὰ Ἀνάκτορα καὶ ἐγένετο δεκτὸς εἰς συνεργασίαν παρὰ τῇ Α. Β. Υ. τῷ Διαδόχῳ. <box>1116 558 1306 619</box>
article-paragraph: Ὁ πόθος τοῦ ἐπιζῆν δὲν ἱκανοποιεῖ μόνον τὴν ἰδίαν τῆς ἀθανασίας, ἀλλ' ἐπίσης ἐνεργεῖ καὶ ἐπὶ τῆς προόδου τῆς κοινωνίας. Τὰ μεγάλα ἔργα τῆς τέχνης καὶ τῆς ἐπιστήμης ὀφείλονται εἰς τὸν πόθον τοῦ ἐπιζῆν. Ἡ ἀγαθοεργία καὶ ἡ φιλανθρωπία, ἡ ἵδρυσις ἐκπαιδευτηρίων, νοσοκομείων, πτωχοκομείων καὶ ἄλλων κοινωφελῶν καθιδρυμάτων ὀφείλονται εἰς τὸ αἴσθημα αὐτό. Ἀλλὰ μόνον ὅταν τὸ αἴσθημα τοῦτο συνδυάζεται μὲ τὴν εὐσέβειαν καὶ τὴν ἀγάπην πρὸς τὸν πλησίον, ἀποβαίνει πραγματικῶς ὠφέλιμον καὶ εὐεργετικὸν διὰ τὴν κοινωνίαν, ἥτις εὐγνωμονοῦσα διατηρεῖ ζωηρὰν τὴν μνήμην τῶν εὐεργετῶν αὐτῆς. <box>384 1742 628 1913</box>
ad-text: Τιμαὶ ἀληθῶς τῆς πόλεως μας καὶ ἐπὶ τῆς ὁδοῦ Ἑρμοῦ τοῦ καταστήματος. <box>866 1048 1094 1072</box>
joke-line: Ἐκεῖνος : Ἐ τὸν κολλαθε ! <box>164 1935 290 1947</box>
divider <box>644 1289 854 1290</box>
article-paragraph: Κατάπληκτος διετέλεσ' ἐνταῦθα κοινωνία, ἕνεκεν τῶν καθ' ἑκάστην διαπραττομένων ἀτασθαλιῶν ἐν τῷ Συμβολαιογραφείῳ Μήλου, καὶ διαπιστοῖ, πὼς ὁ Δικαιοσύνης ἐπιδιώκει τὴν κατάστασιν ταύτην. Πλεῖσται καταγγελίαι κατὰ τοῦ Συμβολαιογράφου, ἀπὸ συστήματος καταχρηστής, μετερχόμενος ἀνάρμοστα μέσα ἐκμεταλλεύσεως τοῦ κοινοῦ, ἐπὶ πλέον ἐκβιάζει ὅλους ὅσους ἔχουν ἀνάγκην τῶν ὑπηρεσιῶν του. Διὰ τὴν ἀποκατάστασιν τῆς τάξεως παρακαλοῦμεν θερμῶς τὴν Ὑμετέραν Ἐξοχότητα ὅπως διατάξῃ αὐστηρὰν ἀνάκρισιν. <box>866 352 1094 510</box>
ad-headline: ΝΕΟΝ ΔΡΟΜΟΛΟΓΙΟΝ <box>898 1217 1062 1234</box>
news-paragraph: Πρὸς τοῦτο ὁ κ. Λεβίδης ἐκ τῆς ἑσπέραν τῆς χθὲς συνεργάσθη μετὰ τοῦ κ. Ἰσχνοῦ ἐν τῷ ὑπουργείῳ. <box>1326 822 1550 858</box>
article-paragraph: Τιμαὶ ὡρισμέναι. Τὰ καταστήματα τοῦ κ. Γεωργάτου Σταδίου 44 καὶ Ἑρμοῦ 35. <box>866 915 1094 939</box>
news-paragraph: Ἡ προηγουμένως συναθροισθεῖσα ἐν τῇ Ἀνατολικῇ αἰθούσῃ πὴν «Ἀνατᾶ» θὰ εἶνε ἐνθερμοτάτη. <box>1116 309 1306 357</box>
ad-headline: ΜΑΘΗΜΑΤΑ ΑΓΓΛΙΚΗΣ, ΓΑΛΛΙΚΗΣ ΚΑΙ ΕΜΠΟΡΙΚΗΣ ΑΛΛΗΛΟΓΡΑΦΙΑΣ <box>665 1297 833 1322</box>
article-paragraph: Οἰκονόμος καὶ ἐπίσης τοῦ ἀργυροῦ Σταυροῦ τοῦ Σωτῆρος. <box>866 558 1094 582</box>
news-headline: Ο ΤΑΦΟΣ <box>1357 496 1519 530</box>
news-headline: Η ΠΕΡΙΦΕΡΙΚΗ ΟΔΟΣ <box>1125 1240 1297 1258</box>
joke-line: — Ναί, ἀπὸ τὴν φωτογραφία θὰ τὴν στείλω στὸν ἄνδρα μου ποῦ τὸν ἄφησα μόνον καὶ κρίνοι νὰ φανῇ ὅσον τὸ δυνατὸν αὐστηρά. <box>164 1533 351 1581</box>
joke-line: Ἐπισκέπτης.— Σήμερα δὲν χορταίνω νὰ σᾶς βλέπω, δεσποινίς Ἔμμα ! <box>164 1156 355 1180</box>
notice-text: Πρὸς γνῶσιν τῶν διαφόρων Τραπεζῶν καὶ παντὸς ἑτέρου καθιστῶ γνωστόν, ὅτι τραβηχτικὴν μου ἐκ δραχμῶν τετρακοσίων ἑξήκοντα ἐπτὰ καὶ 05/00 λήγουσα τὴν 31 Δεκεμβρίου ε. ε. ἀποσταλεῖσα ταχυδρομικῶς πρὸς τὸν ἐνταῦθα ἔμπορον κ. Ἀθανάσιον Φραγκέτην ἀπωλέσθη· ἐπειδὴ δὲ οὐδεμίαν ἐπιστολὴν εἶχε λάβῃ ὁ κ. Φραγκέτης, δηλῶ ὅτι θεωρῶ τὴν τραβηχτικὴν ταύτην ἄκυρον καὶ μηδαμινὴν καὶ ὅτι ἐπιφυλάσσομαι τῶν δικαιωμάτων μου. <box>647 593 851 751</box>
byline: ΔΙΑΒΑΤΙΚΟΣ <box>294 520 368 532</box>
notice-signature: Οἰκογένεια <box>721 518 777 530</box>
article-paragraph: Ἀπαιτεῖτε ὅμως τὸ ἀληθὲς σῆμα «Hunyadi Janos». <box>644 980 854 1004</box>
news-headline: Ο ΤΣΑΡΙΣΜΟΣ <box>1361 864 1515 888</box>
column-5 <box>1112 176 1310 2054</box>
ad-signature: ΟΙ ΣΥΝΔΙΚΟΙ ΤΗΣ ΠΤΩΧΕΥΣΕΩΣ <box>675 1150 823 1161</box>
notice-text: Πρὸς ἅπαντας τοὺς μετασχόντας τῆς ἐν Κερατείᾳ τοῦ πενθοῦς ἡμῶν, ἐπὶ τῷ θανάτῳ τοῦ προσφιλοῦς μας Γεωργίου Γκιουνάκη ἐκφράζομεν τὴν θερμὴν ἡμῶν εὐγνωμοσύνην. <box>647 455 851 516</box>
joke-line: — Τόσον ἤθελε εἶνε ἡ κυρία ; <box>164 909 303 921</box>
article-headline: ΑΝΟΙΚΤΗ ΕΠΙΣΤΟΛΗ <box>898 110 1062 127</box>
ad-signature: Πράκτωρ <box>1048 1381 1094 1393</box>
separator: X <box>257 1318 265 1330</box>
news-headline: Ο ΒΑΣΙΛΕΥΣ <box>1143 176 1279 199</box>
article-paragraph: Ὁ πόθος τοῦ ἐπιζῆν ἐν τῇ μνήμῃ τῶν ἀνθρώπων εἶνε ἔμφυτος καὶ ἀληθὴς ἐκ τῆς ψυχῆς ἡμῶν ἐκπηγάζων, διότι ἡ ψυχὴ εἶνε ἀθάνατος. Ὅσον ὅμως καὶ ἂν ἐπαινεθῇ τὸ αἴσθημα τοῦτο, δέον νὰ μὴ λησμονῶμεν ὅτι ἡ ἀληθὴς ἀθανασία εἶνε ἡ ἐν Θεῷ ζωή, καὶ ὅτι μόνον ἐκεῖνοι ζῶσι μετὰ θάνατον ὅσοι ἔζησαν κατὰ Θεὸν καὶ ἐπράξαν τὸ ἀγαθόν, τοῦ ὁποίου ἡ μνήμη εἶνε αἰώνιος. <box>384 1455 628 1565</box>
separator: X <box>257 1790 265 1802</box>
news-subheadline: ΚΑΙ ΤΟ ΣΕΡΒΙΚΟΝ ΚΙΝΗΜΑ <box>1144 401 1278 429</box>
column-rule <box>636 110 637 2050</box>
article-paragraph: Ὁ Ἀμερικανὸς ψυχολόγος εὑρῆκεν οὕτως ὅτι ὡρισμένον ρυθμὸν τοῦ ἀνθρωπίνου σώματος καθ' ἑκάστην. Καὶ ὅτι ἐν ἀρχῇ, δύναμις ἔχει ἑκάστην ἡμέραν τὴν ὡρισμένην ἀνωτάτην ζωτικὴν ἔντασιν της, τότε δηλ. καὶ ἡ παθοκτόνος ζωτική δύναμις, ὁ θάνατος καὶ μὴν ἐπέρχεται εἰς ὡρισμένην ὥραν τῆς ἡμέρας; <box>154 297 368 394</box>
joke-line: — Ναί. Τὸ πρωΐ κάνει ὅ,τι θέλω καὶ τὸ δειλινὸν κάνω ὅ,τι θέλω. <box>164 1451 348 1475</box>
news-paragraph: Κατὰ τηλεγράφημα ἐκ Παρισίων πρὸς τὸ Ἀθηναϊκὸν Πρακτορεῖον ἡ Γαλλικὴ Βουλὴ ἐψήφισε τὸν προϋπολογισμὸν τοῦ ὑπουργείου τῶν Ἐσωτερικῶν μὲ τὰ μυστικὰ αὐτοῦ κονδύλια, τοῦ κ. Κλεμανσὼ ὑποβαλλοντος ζήτημα ἐμπιστοσύνης. <box>1326 418 1550 491</box>
ad-subheadline: « ΠΕΛΟΠΟΝΝΗΣΟΥ » <box>908 1264 1052 1277</box>
news-paragraph: Ἤδη τὸ Ὑπουργεῖον ἀπηγόρευσε τὴν ἀπαλλοτρίωσιν τῶν οἰκιῶν τῶν ἀποτελούντων τὴν σειρὰν τῆς ὁδοῦ τῆς Ἀκροπόλεως, διὰ νὰ προχωρήσῃ ἡ ἐκτέλεσις τοῦ ἔργου. <box>1116 1388 1306 1449</box>
joke-line: Ἐκείνη.— Ὁ βαρῦνος παρεφρόνησεν ἀπὸ μιὰ ἀνταποκρίσεως ἔρωτα. <box>164 1910 357 1934</box>
news-subhead: Εἰς τὰ Ἀναφωτικα <box>1159 1374 1263 1386</box>
joke-source: (Φύττ — Βιέννη.) <box>284 685 368 697</box>
